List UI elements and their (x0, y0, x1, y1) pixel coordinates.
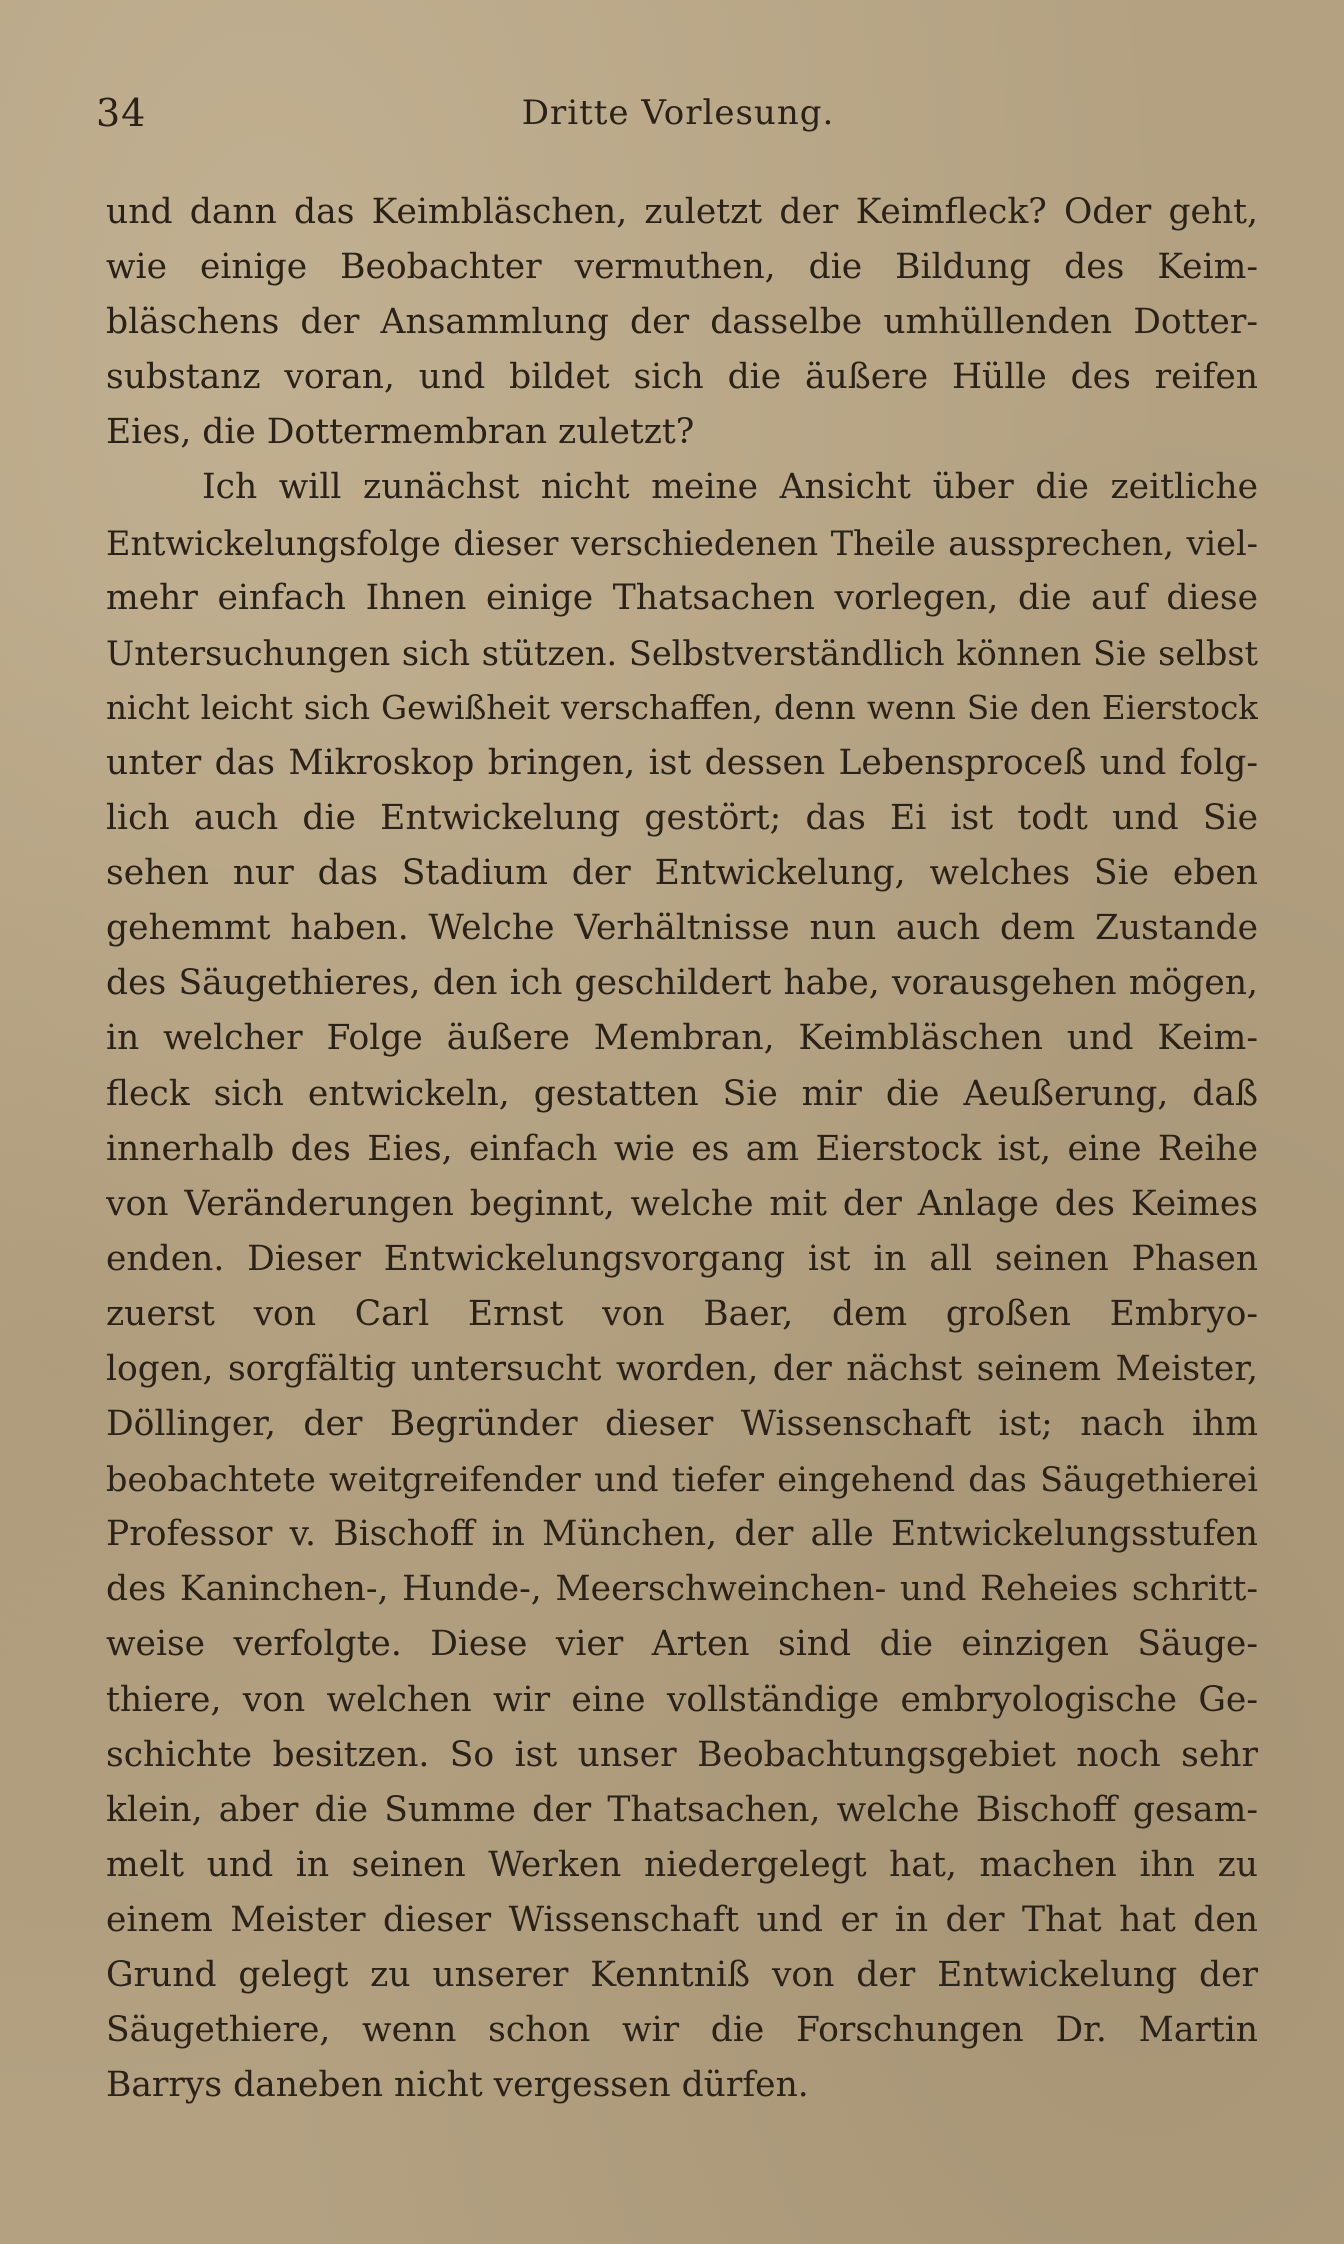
text-line: sehen nur das Stadium der Entwickelung, welches Sie eben (106, 853, 1258, 894)
text-line: beobachtete weitgreifender und tiefer eingehend das Säugethierei (106, 1460, 1258, 1500)
text-line: enden. Dieser Entwickelungsvorgang ist in all seinen Phasen (106, 1238, 1258, 1279)
paragraph-first-line: Ich will zunächst nicht meine Ansicht über die zeitliche (202, 467, 1258, 508)
text-line: weise verfolgte. Diese vier Arten sind die einzigen Säuge- (106, 1624, 1258, 1665)
text-line: des Säugethieres, den ich geschildert habe, vorausgehen mögen, (106, 963, 1258, 1004)
text-line: zuerst von Carl Ernst von Baer, dem großen Embryo- (106, 1293, 1258, 1334)
text-line: gehemmt haben. Welche Verhältnisse nun auch dem Zustande (106, 908, 1258, 949)
text-line: innerhalb des Eies, einfach wie es am Eierstock ist, eine Reihe (106, 1128, 1258, 1169)
page-number: 34 (96, 91, 147, 135)
text-line: und dann das Keimbläschen, zuletzt der Keimfleck? Oder geht, (106, 192, 1258, 232)
text-line: logen, sorgfältig untersucht worden, der nächst seinem Meister, (106, 1348, 1258, 1389)
text-line: substanz voran, und bildet sich die äußere Hülle des reifen (106, 357, 1258, 398)
text-line: thiere, von welchen wir eine vollständige embryologische Ge- (106, 1679, 1258, 1720)
text-line: von Veränderungen beginnt, welche mit der Anlage des Keimes (106, 1183, 1258, 1224)
text-line: Döllinger, der Begründer dieser Wissenschaft ist; nach ihm (106, 1404, 1258, 1445)
text-line: lich auch die Entwickelung gestört; das Ei ist todt und Sie (106, 798, 1258, 839)
running-head (96, 88, 1260, 138)
running-title: Dritte Vorlesung. (521, 93, 835, 133)
text-line: einem Meister dieser Wissenschaft und er in der That hat den (106, 1899, 1258, 1940)
text-line: Professor v. Bischoff in München, der alle Entwickelungsstufen (106, 1514, 1258, 1555)
text-line: Eies, die Dottermembran zuletzt? (106, 412, 695, 453)
text-line: des Kaninchen-, Hunde-, Meerschweinchen- und Reheies schritt- (106, 1569, 1258, 1610)
text-line: fleck sich entwickeln, gestatten Sie mir die Aeußerung, daß (106, 1073, 1258, 1114)
text-line: Barrys daneben nicht vergessen dürfen. (106, 2065, 809, 2106)
text-line: Grund gelegt zu unserer Kenntniß von der Entwickelung der (106, 1955, 1258, 1995)
text-line: in welcher Folge äußere Membran, Keimbläschen und Keim- (106, 1018, 1258, 1059)
text-line: schichte besitzen. So ist unser Beobachtungsgebiet noch sehr (106, 1734, 1258, 1775)
text-line: bläschens der Ansammlung der dasselbe umhüllenden Dotter- (106, 302, 1258, 343)
text-line: melt und in seinen Werken niedergelegt hat, machen ihn zu (106, 1844, 1258, 1885)
text-line: Säugethiere, wenn schon wir die Forschungen Dr. Martin (106, 2010, 1258, 2051)
text-line: mehr einfach Ihnen einige Thatsachen vorlegen, die auf diese (106, 577, 1258, 618)
text-line: nicht leicht sich Gewißheit verschaffen, denn wenn Sie den Eierstock (106, 688, 1258, 727)
text-line: Entwickelungsfolge dieser verschiedenen Theile aussprechen, viel- (106, 523, 1258, 563)
body-text (106, 185, 1258, 2113)
text-line: klein, aber die Summe der Thatsachen, welche Bischoff gesam- (106, 1789, 1258, 1830)
text-line: wie einige Beobachter vermuthen, die Bildung des Keim- (106, 247, 1258, 288)
text-line: Untersuchungen sich stützen. Selbstverständlich können Sie selbst (106, 633, 1258, 673)
text-line: unter das Mikroskop bringen, ist dessen Lebensproceß und folg- (106, 742, 1258, 783)
